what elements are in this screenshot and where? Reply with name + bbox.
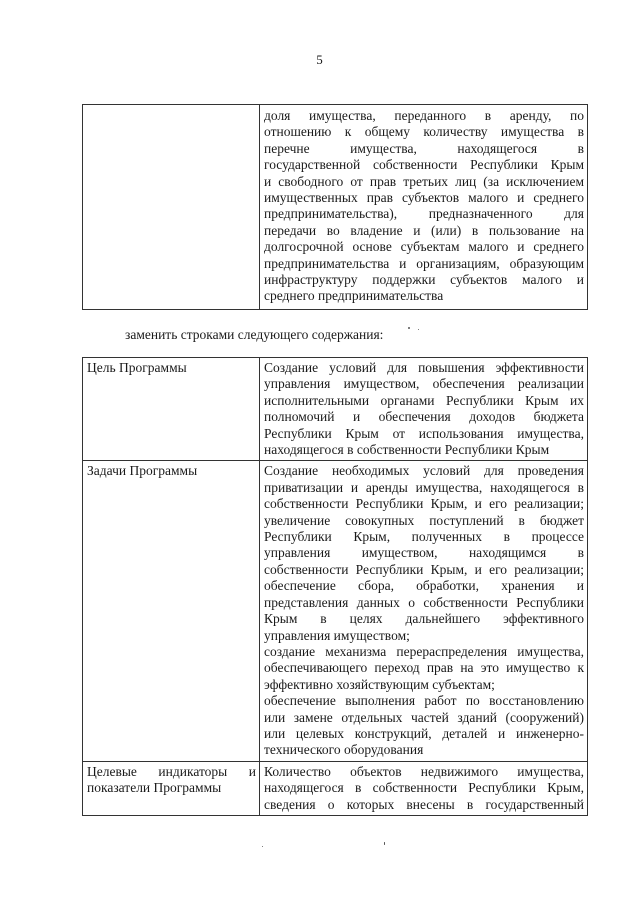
scan-speck [384,842,385,845]
row-content-cell [260,358,588,461]
text-line: приватизации и аренды имущества, находящегося в [264,479,584,495]
text-line: имущественных прав субъектов малого и среднего [264,190,584,206]
text-line: создание механизма перераспределения имущества, [264,643,584,659]
row-label-cell [83,761,260,815]
text-line: собственности Республики Крым, и его реализации; [264,496,584,512]
row-label: показатели Программы [87,780,222,796]
text-line: Крым в целях дальнейшего эффективного [264,611,584,627]
text-line: Создание условий для повышения эффективности [264,360,584,375]
text-line: среднего предпринимательства [264,288,444,304]
text-line: находящегося в собственности Республики Крым [264,442,550,458]
row-label-cell [83,105,260,310]
row-label-cell [83,358,260,461]
table-row [83,461,588,761]
text-line: исполнительными органами Республики Крым их [264,392,584,408]
replace-instruction: заменить строками следующего содержания: [125,327,384,342]
row-label-cell [83,461,260,761]
text-line: технического оборудования [264,742,424,758]
text-line: Создание необходимых условий для проведения [264,463,584,479]
text-line: Республики Крым от использования имущества, [264,425,584,441]
text-line: Количество объектов недвижимого имущества, [264,763,584,779]
continued-table [82,104,588,310]
text-line: предпринимательства и организациям, образующим [264,255,584,271]
text-line: обеспечивающего переход прав на это имущество к [264,660,584,676]
row-content-cell [260,461,588,761]
text-line: сведения о которых внесены в государственный [264,796,584,812]
row-label: Цель Программы [87,360,187,375]
table-row [83,358,588,461]
program-passport-table [82,357,588,816]
text-line: долгосрочной основе субъектам малого и среднего [264,239,584,255]
text-line: Республики Крым, полученных в процессе [264,529,584,545]
text-line: предпринимательства), предназначенного для [264,206,584,222]
text-line: или целевых конструкций, деталей и инженерно- [264,725,584,741]
text-line: собственности Республики Крым, и его реализации; [264,561,584,577]
text-line: отношению к общему количеству имущества в [264,124,584,140]
text-line: обеспечение сбора, обработки, хранения и [264,578,584,594]
page-number: 5 [316,52,323,67]
text-line: и свободного от прав третьих лиц (за исключением [264,173,584,189]
row-content-cell [260,761,588,815]
text-line: увеличение совокупных поступлений в бюджет [264,512,584,528]
text-line: эффективно хозяйствующим субъектам; [264,676,495,692]
text-line: обеспечение выполнения работ по восстановлению [264,693,584,709]
text-line: инфраструктуру поддержки субъектов малого и [264,272,584,288]
text-line: управления имуществом, обеспечения реализации [264,376,584,392]
text-line: государственной собственности Республики Крым [264,157,584,173]
table-row [83,105,588,310]
text-line: передачи во владение и (или) в пользование на [264,222,584,238]
scan-speck [262,846,263,847]
row-label: Целевые индикаторы и [87,763,256,779]
text-line: представления данных о собственности Республики [264,594,584,610]
text-line: доля имущества, переданного в аренду, по [264,108,584,123]
scan-speck [418,329,419,330]
text-line: управления имуществом; [264,627,410,643]
text-line: находящегося в собственности Республики Крым, [264,780,584,796]
text-line: перечне имущества, находящегося в [264,140,584,156]
text-line: управления имуществом, находящимся в [264,545,584,561]
row-content-cell [260,105,588,310]
text-line: или замене отдельных частей зданий (сооружений) [264,709,584,725]
row-label: Задачи Программы [87,463,198,479]
scan-speck [408,327,410,329]
text-line: полномочий и обеспечения доходов бюджета [264,409,584,425]
table-row [83,761,588,815]
